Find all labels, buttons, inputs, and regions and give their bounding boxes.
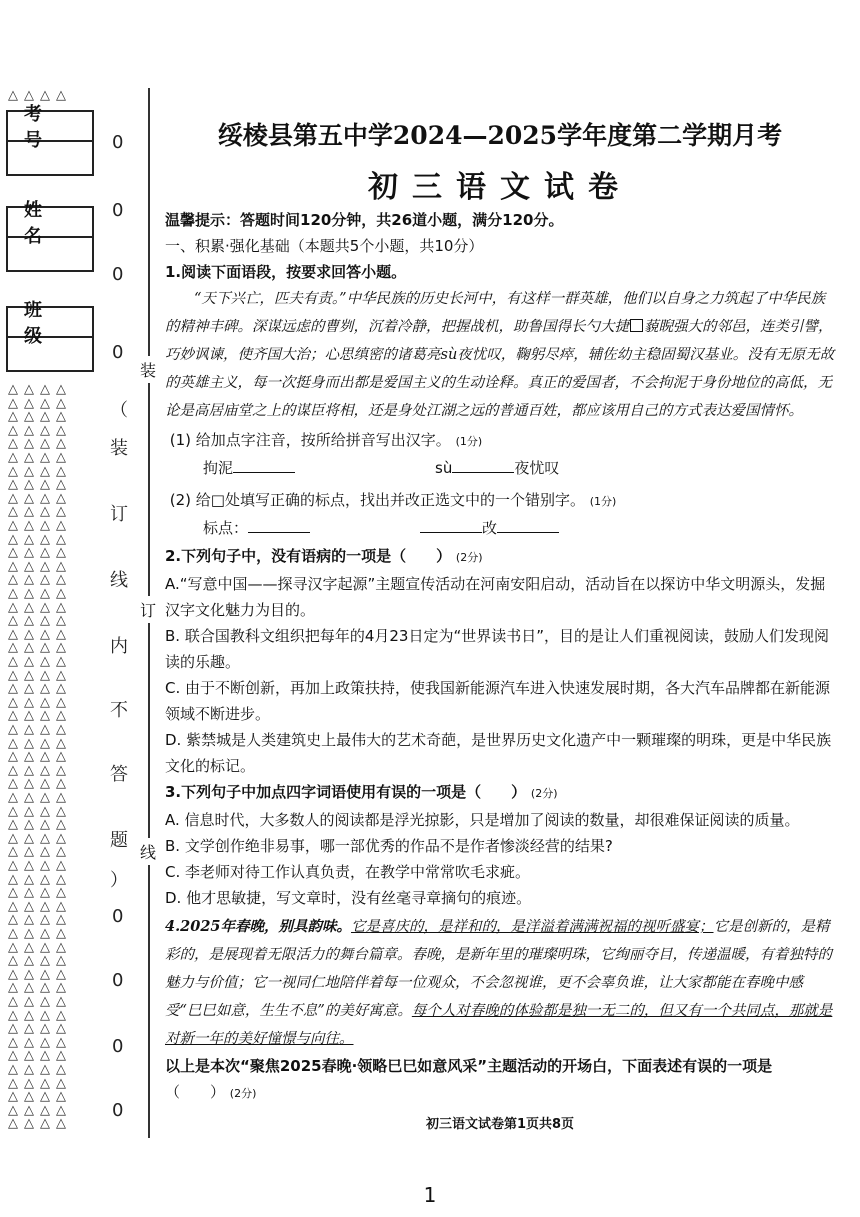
underlined-sentence-1: 它是喜庆的，是祥和的，是洋溢着满满祝福的视听盛宴； — [351, 919, 714, 935]
triangle-row: △△△△ — [8, 545, 72, 561]
triangle-row: △△△△ — [8, 830, 72, 846]
zero-mark: 0 — [112, 1036, 124, 1057]
triangle-row: △△△△ — [8, 518, 72, 533]
zero-mark: 0 — [112, 200, 124, 221]
binding-char: 装 — [140, 356, 156, 383]
underlined-sentence-2: 每个人对春晚的体验都是独一无二的，但又有一个共同点，那就是对新一年的美好憧憬与向往。 — [165, 1003, 833, 1047]
triangle-row: △△△△ — [8, 667, 72, 683]
triangle-row: △△△△ — [8, 681, 72, 697]
triangle-row: △△△△ — [8, 790, 72, 805]
zero-mark: 0 — [112, 132, 124, 153]
q4-passage: 4.2025年春晚，别具韵味。它是喜庆的，是祥和的，是洋溢着满满祝福的视听盛宴；它是创新的，是精彩的，是展现着无限活力的舞台篇章。春晚，是新年里的璀璨明珠，它绚丽夺目，传递温暖，有着独特的魅力与价值；它一视同仁地陪伴着每一位观众，不会忽视谁，更不会辜负谁，让大家都能在春晚中感受“巳巳如意，生生不息”的美好寓意。每个人对春晚的体验都是独一无二的，但又有一个共同点，那就是对新一年的美好憧憬与向往。 — [165, 918, 833, 1047]
triangle-row: △△△△ — [8, 858, 72, 873]
triangle-row: △△△△ — [8, 1102, 72, 1118]
q1-sub2: (2) 给□处填写正确的标点，找出并改正选文中的一个错别字。 (1分) — [169, 491, 617, 509]
exam-content — [165, 207, 835, 1107]
triangle-row: △△△△ — [8, 939, 72, 955]
triangle-row: △△△△ — [8, 844, 72, 860]
triangle-row: △△△△ — [8, 599, 72, 615]
answer-blank[interactable] — [497, 518, 559, 533]
triangle-row: △△△△ — [8, 1116, 72, 1132]
triangle-row: △△△△ — [8, 885, 72, 901]
triangle-row: △△△△ — [8, 626, 72, 642]
triangle-row: △△△△ — [8, 586, 72, 601]
triangle-row: △△△△ — [8, 708, 72, 724]
triangle-row: △△△△ — [8, 749, 72, 765]
triangle-row: △△△△ — [8, 382, 72, 397]
q3-option[interactable]: B. 文学创作绝非易事，哪一部优秀的作品不是作者惨淡经营的结果? — [165, 837, 613, 855]
name-box — [6, 200, 94, 272]
triangle-row: △△△△ — [8, 871, 72, 887]
triangle-row: △△△△ — [8, 395, 72, 411]
triangle-row: △△△△ — [8, 1021, 72, 1037]
q3-option[interactable]: C. 李老师对待工作认真负责，在教学中常常吹毛求疵。 — [165, 863, 531, 881]
page-footer: 初三语文试卷第1页共8页 — [425, 1117, 575, 1132]
triangle-row: △△△△ — [8, 1048, 72, 1064]
zero-mark: 0 — [112, 342, 124, 363]
answer-blank[interactable] — [248, 518, 310, 533]
q3-stem: 3.下列句子中加点四字词语使用有误的一项是（ ） (2分) — [165, 783, 558, 801]
q1-sub1-answers: 拘泥 sù 夜忧叹 — [203, 459, 560, 477]
triangle-row: △△△△ — [8, 1034, 72, 1050]
triangle-row: △△△△ — [8, 409, 72, 425]
triangle-row: △△△△ — [8, 926, 72, 941]
triangle-row: △△△△ — [8, 1075, 72, 1091]
triangle-row: △△△△ — [8, 803, 72, 819]
triangle-row: △△△△ — [8, 722, 72, 737]
triangle-row: △△△△ — [8, 1089, 72, 1105]
triangle-row: △△△△ — [8, 572, 72, 588]
q2-option[interactable]: B. 联合国教科文组织把每年的4月23日定为“世界读书日”，目的是让人们重视阅读，鼓励人们发现阅读的乐趣。 — [165, 627, 830, 671]
triangle-row: △△△△ — [8, 613, 72, 629]
q2-option[interactable]: A.“写意中国——探寻汉字起源”主题宣传活动在河南安阳启动，活动旨在以探访中华文明源头，发掘汉字文化魅力为目的。 — [165, 575, 826, 619]
triangle-row: △△△△ — [8, 994, 72, 1009]
triangle-row: △△△△ — [8, 966, 72, 982]
zero-mark: 0 — [112, 906, 124, 927]
seal-char: 不 — [110, 700, 128, 721]
binding-char: 订 — [140, 596, 156, 623]
binding-char: 线 — [140, 838, 156, 865]
top-triangle-row: △△△△ — [8, 88, 72, 103]
zero-mark: 0 — [112, 264, 124, 285]
triangle-row: △△△△ — [8, 776, 72, 792]
seal-char: 内 — [110, 636, 128, 657]
exam-number-label: 考号 — [8, 112, 92, 142]
passage-part-1: “天下兴亡，匹夫有责。”中华民族的历史长河中，有这样一群英雄，他们以自身之力筑起了中华民族的精神丰碑。深谋远虑的曹刿，沉着冷静，把握战机，助鲁国得长勺大捷 — [165, 291, 826, 335]
seal-char: （ — [110, 400, 128, 421]
seal-char: 题 — [110, 830, 128, 851]
q2-option[interactable]: C. 由于不断创新，再加上政策扶持，使我国新能源汽车进入快速发展时期，各大汽车品牌都在新能源领域不断进步。 — [165, 679, 831, 723]
triangle-row: △△△△ — [8, 898, 72, 914]
class-box — [6, 300, 94, 372]
exam-number-box — [6, 104, 94, 176]
exam-title: 初三语文试卷 — [368, 170, 632, 205]
page-number: 1 — [423, 1183, 437, 1207]
triangle-row: △△△△ — [8, 1007, 72, 1023]
school-title: 绥棱县第五中学2024—2025学年度第二学期月考 — [217, 121, 783, 150]
q2-option[interactable]: D. 紫禁城是人类建筑史上最伟大的艺术奇葩，是世界历史文化遗产中一颗璀璨的明珠，更是中华民族文化的标记。 — [165, 731, 832, 775]
q4-tail: 以上是本次“聚焦2025春晚·领略巳巳如意风采”主题活动的开场白，下面表述有误的一项是 — [165, 1057, 773, 1075]
triangle-row: △△△△ — [8, 477, 72, 493]
seal-char: 答 — [110, 764, 128, 785]
triangle-row: △△△△ — [8, 558, 72, 574]
triangle-row: △△△△ — [8, 980, 72, 996]
name-label: 姓名 — [8, 208, 92, 238]
class-label: 班级 — [8, 308, 92, 338]
q1-stem: 1.阅读下面语段，按要求回答小题。 — [165, 263, 407, 281]
punctuation-box[interactable] — [630, 319, 643, 332]
triangle-row: △△△△ — [8, 463, 72, 479]
seal-char: 装 — [110, 438, 128, 459]
triangle-row: △△△△ — [8, 654, 72, 669]
q2-stem: 2.下列句子中，没有语病的一项是（ ） (2分) — [165, 547, 483, 565]
triangle-row: △△△△ — [8, 490, 72, 506]
q3-option[interactable]: A. 信息时代，大多数人的阅读都是浮光掠影，只是增加了阅读的数量，却很难保证阅读的质量。 — [165, 811, 800, 829]
q3-option[interactable]: D. 他才思敏捷，写文章时，没有丝毫寻章摘句的痕迹。 — [165, 889, 532, 907]
answer-blank[interactable] — [420, 518, 482, 533]
triangle-row: △△△△ — [8, 1062, 72, 1077]
passage-part-2: 藐睨强大的邻邑，连类引譬，巧妙讽谏，使齐国大治；心思缜密的诸葛亮sù夜忧叹，鞠躬尽瘁，辅佐幼主稳固蜀汉基业。没有无原无故的英雄主义，每一次挺身而出都是爱国主义的生动诠释。真正的爱国者，不会拘泥于身份地位的高低，无论是高居庙堂之上的谋臣将相，还是身处江湖之远的普通百姓，都应该用自己的方式表达爱国情怀。 — [165, 319, 835, 419]
zero-mark: 0 — [112, 1100, 124, 1121]
q1-passage — [165, 285, 835, 425]
triangle-row: △△△△ — [8, 817, 72, 833]
triangle-row: △△△△ — [8, 694, 72, 710]
section-heading: 一、积累·强化基础（本题共5个小题，共10分） — [165, 237, 484, 255]
triangle-row: △△△△ — [8, 450, 72, 465]
triangle-row: △△△△ — [8, 953, 72, 969]
triangle-row: △△△△ — [8, 640, 72, 656]
answer-blank[interactable] — [452, 458, 514, 473]
triangle-row: △△△△ — [8, 422, 72, 438]
answer-blank[interactable] — [233, 458, 295, 473]
q1-sub2-answers: 标点： 改 — [165, 515, 835, 541]
triangle-row: △△△△ — [8, 531, 72, 547]
seal-char: 线 — [110, 570, 128, 591]
q4-paren: （ ） (2分) — [165, 1083, 257, 1101]
q1-sub1: (1) 给加点字注音，按所给拼音写出汉字。 (1分) — [169, 431, 483, 449]
seal-char: ） — [110, 870, 128, 891]
triangle-row: △△△△ — [8, 735, 72, 751]
zero-mark: 0 — [112, 970, 124, 991]
triangle-row: △△△△ — [8, 762, 72, 778]
tip: 温馨提示：答题时间120分钟，共26道小题，满分120分。 — [165, 211, 564, 229]
triangle-row: △△△△ — [8, 504, 72, 520]
triangle-row: △△△△ — [8, 436, 72, 452]
triangle-row: △△△△ — [8, 912, 72, 928]
seal-char: 订 — [110, 504, 128, 525]
